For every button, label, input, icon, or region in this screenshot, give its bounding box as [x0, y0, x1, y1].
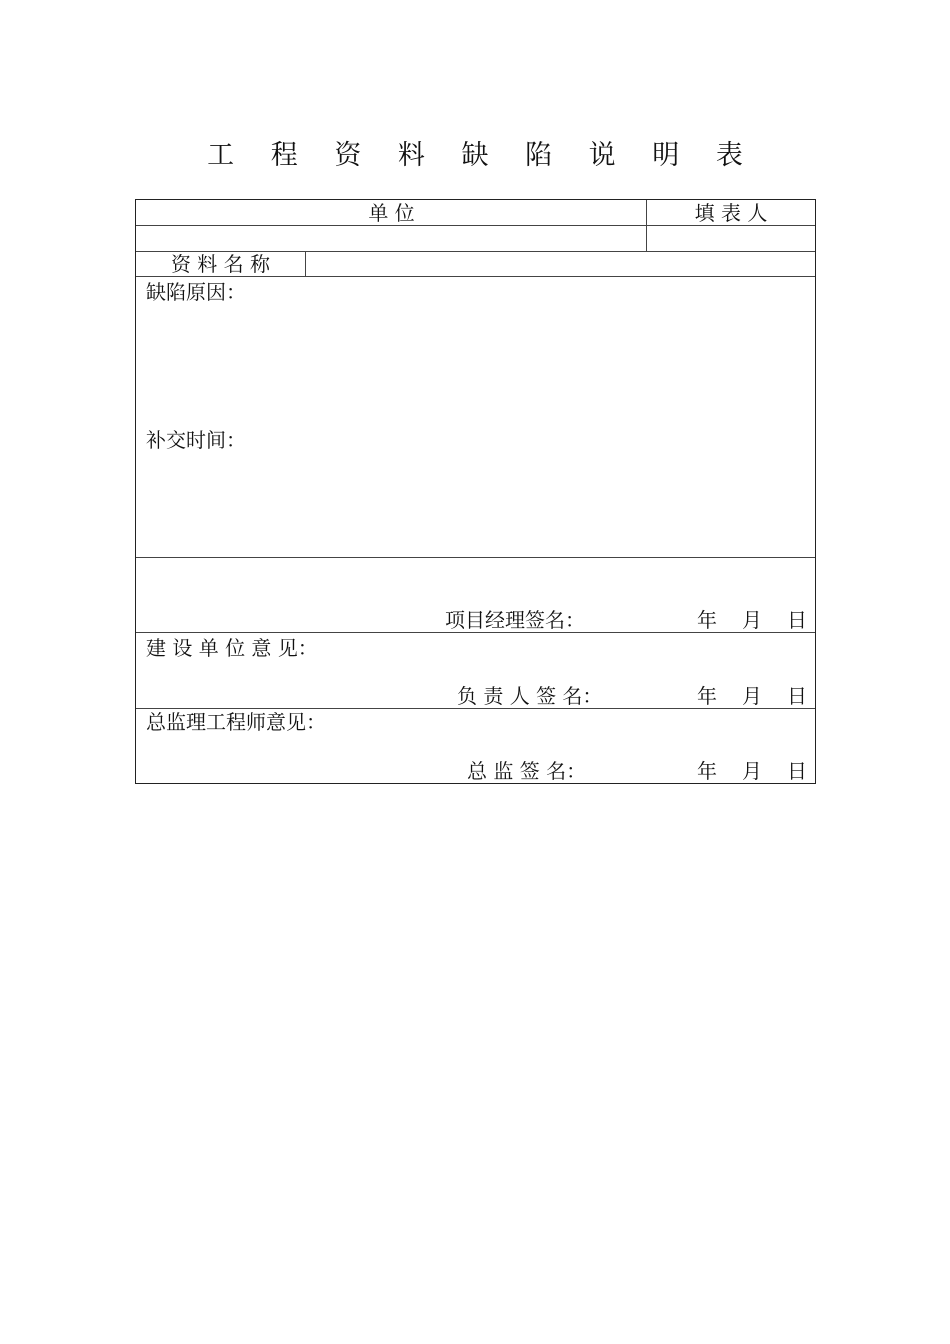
chief-date-year: 年 — [697, 759, 717, 783]
row-divider-4 — [136, 557, 815, 558]
owner-date-day: 日 — [787, 684, 807, 708]
supplement-time-label: 补交时间： — [146, 428, 246, 452]
material-name-field[interactable] — [306, 252, 815, 276]
row-divider-6 — [136, 708, 815, 709]
supplement-time-field[interactable] — [246, 428, 806, 452]
chief-sign-label: 总 监 签 名： — [467, 759, 587, 783]
row-divider-3 — [136, 276, 815, 277]
pm-date-day: 日 — [787, 608, 807, 632]
page-title: 工 程 资 料 缺 陷 说 明 表 — [207, 140, 757, 171]
pm-sign-label: 项目经理签名： — [445, 608, 585, 632]
row-divider-5 — [136, 632, 815, 633]
material-name-label: 资 料 名 称 — [170, 252, 271, 276]
unit-header: 单 位 — [368, 201, 415, 225]
chief-opinion-label: 总监理工程师意见： — [146, 710, 326, 734]
defect-reason-label: 缺陷原因： — [146, 280, 246, 304]
pm-date-month: 月 — [742, 608, 762, 632]
pm-date-year: 年 — [697, 608, 717, 632]
chief-date-day: 日 — [787, 759, 807, 783]
unit-field[interactable] — [136, 226, 646, 251]
filler-field[interactable] — [647, 226, 815, 251]
owner-opinion-label: 建 设 单 位 意 见： — [146, 636, 318, 660]
filler-header: 填 表 人 — [694, 201, 768, 225]
owner-date-month: 月 — [742, 684, 762, 708]
defect-description-form — [135, 199, 816, 784]
owner-sign-label: 负 责 人 签 名： — [457, 684, 603, 708]
defect-reason-field[interactable] — [146, 306, 806, 426]
owner-date-year: 年 — [697, 684, 717, 708]
chief-date-month: 月 — [742, 759, 762, 783]
